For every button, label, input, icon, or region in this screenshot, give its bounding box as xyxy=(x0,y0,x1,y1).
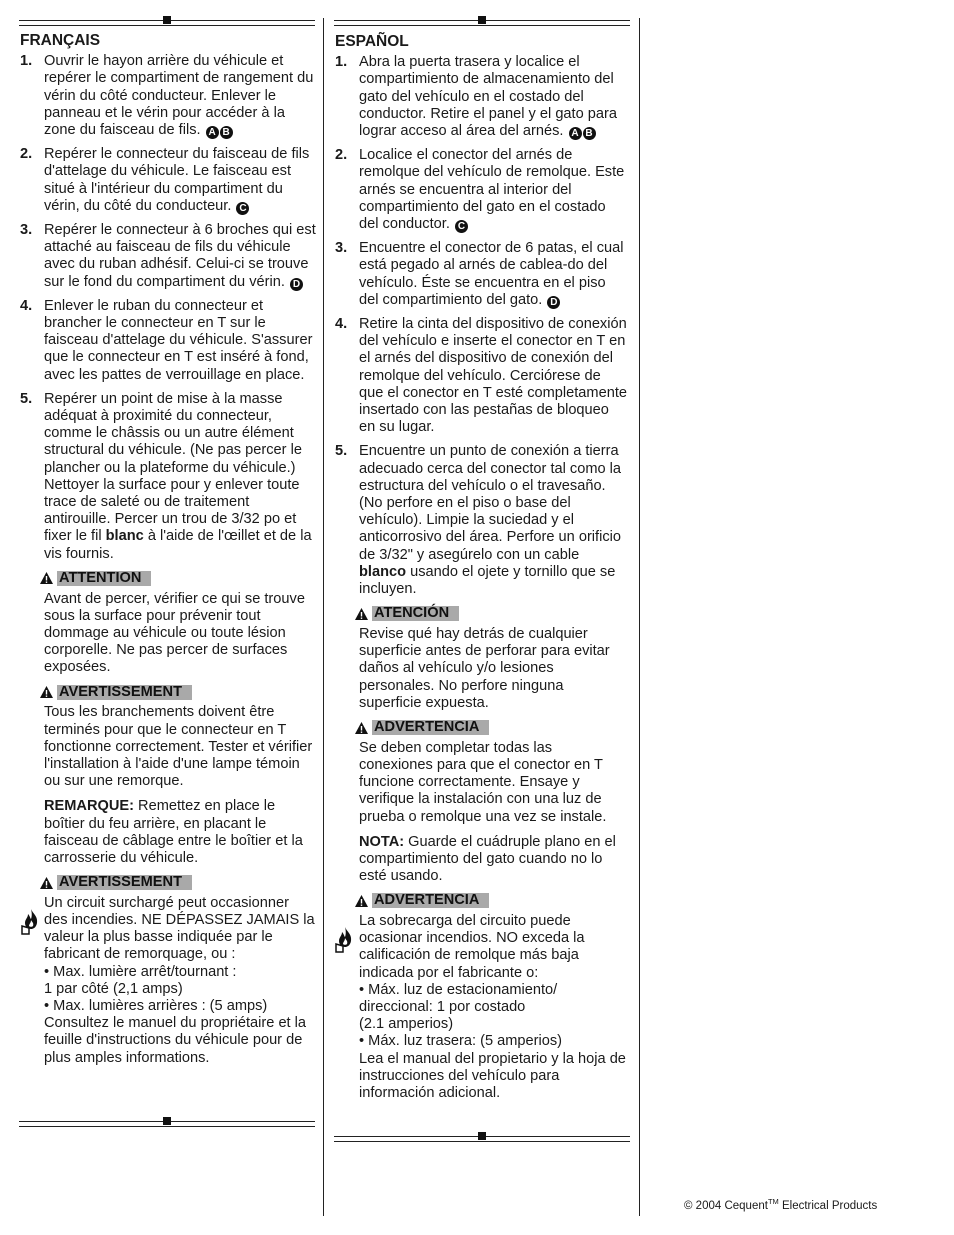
warning-triangle-icon xyxy=(39,571,54,585)
warning-triangle-icon xyxy=(354,721,369,735)
note-block: REMARQUE: Remettez en place le boîtier du feu arrière, en placant le faisceau de câblage entre le boîtier et la carrosserie du véhicule. xyxy=(44,798,303,866)
figure-ref: B xyxy=(583,127,596,140)
column-divider-left xyxy=(323,18,324,1216)
top-rule-es xyxy=(334,20,630,26)
section-heading: ESPAÑOL xyxy=(335,33,409,50)
step-item: 3. Repérer le connecteur à 6 broches qui est attaché au faisceau de fils du véhicule avec du ruban adhésif. Celui-ci se trouve sur le fond du compartiment du vérin. D xyxy=(20,222,316,290)
figure-ref: B xyxy=(220,126,233,139)
warning-triangle-icon xyxy=(354,894,369,908)
fire-warning-block: ADVERTENCIA La sobrecarga del circuito puede ocasionar incendios. NO exceda la calificación de remolque más baja indicada por el fabricante o: • Máx. luz de estacionamiento/ direccional: 1 por costado (2.1 amperios) • Máx. luz trasera: (5 amperios) Lea el manual del propietario y la hoja de instrucciones del vehículo para información adicional. xyxy=(359,893,627,1102)
step-item: 3. Encuentre el conector de 6 patas, el cual está pegado al arnés de cablea-do del vehículo. Éste se encuentra en el piso del compartimiento del gato. D xyxy=(335,240,624,308)
step-item: 5. Encuentre un punto de conexión a tierra adecuado cerca del conector tal como la estructura del vehículo o el travesaño. (No perfore en el piso o base del vehículo). Limpie la suciedad y el anticorrosivo del área. Perfore un orificio de 3/32" y asegúrelo con un cable blanco usando el ojete y tornillo que se incluyen. xyxy=(335,443,622,598)
step-item: 1. Ouvrir le hayon arrière du véhicule et repérer le compartiment de rangement du vérin du côté conducteur. Enlever le panneau et le vérin pour accéder à la zone du faisceau de fils. A B xyxy=(20,53,314,139)
column-french xyxy=(20,32,316,1074)
column-spanish xyxy=(335,33,627,1109)
figure-ref: C xyxy=(236,202,249,215)
note-block: NOTA: Guarde el cuádruple plano en el compartimiento del gato cuando no lo esté usando. xyxy=(359,833,616,885)
figure-ref: A xyxy=(206,126,219,139)
bottom-rule-es xyxy=(334,1136,630,1142)
fire-warning-block: AVERTISSEMENT Un circuit surchargé peut occasionner des incendies. NE DÉPASSEZ JAMAIS la valeur la plus basse indiquée par le fabricant de remorquage, ou : • Max. lumière arrêt/tournant : 1 par côté (2,1 amps) • Max. lumières arrières : (5 amps) Consultez le manuel du propriétaire et la feuille d'instructions du véhicule pour de plus amples informations. xyxy=(44,875,316,1067)
figure-ref: A xyxy=(569,127,582,140)
step-item: 5. Repérer un point de mise à la masse adéquat à proximité du connecteur, comme le châssis ou un autre élément structural du véhicule. (Ne pas percer le plancher ou la plateforme du véhicule.) Nettoyer la surface pour y enlever toute trace de saleté ou de traitement antirouille. Percer un trou de 3/32 po et fixer le fil blanc à l'aide de l'œillet et de la vis fournis. xyxy=(20,390,312,562)
warning-triangle-icon xyxy=(39,876,54,890)
step-item: 4. Retire la cinta del dispositivo de conexión del vehículo e inserte el conector en T en el arnés del dispositivo de conexión del remolque del vehículo. Cerciórese de que el conector en T esté completamente insertado con las pestañas de bloqueo en su lugar. xyxy=(335,316,627,436)
figure-ref: D xyxy=(290,278,303,291)
warning-triangle-icon xyxy=(39,685,54,699)
attention-block: ATTENTION Avant de percer, vérifier ce qui se trouve sous la surface pour prévenir tout dommage au véhicule ou toute lésion corporelle. Ne pas percer de surfaces exposées. xyxy=(44,571,316,677)
section-heading: FRANÇAIS xyxy=(20,32,101,49)
figure-ref: C xyxy=(455,220,468,233)
step-item: 2. Localice el conector del arnés de remolque del vehículo de remolque. Este arnés se encuentra al interior del compartimiento del gato en el costado del conductor. C xyxy=(335,147,625,233)
warning-block: ADVERTENCIA Se deben completar todas las conexiones para que el conector en T funcione correctamente. Ensaye y verifique la instalación con una luz de prueba o remolque una vez se instale. xyxy=(359,720,627,826)
step-item: 2. Repérer le connecteur du faisceau de fils d'attelage du véhicule. Le faisceau est situé à l'intérieur du compartiment du vérin, du côté du conducteur. C xyxy=(20,146,310,214)
column-divider-right xyxy=(639,18,640,1216)
top-rule-fr xyxy=(19,20,315,26)
warning-triangle-icon xyxy=(354,607,369,621)
figure-ref: D xyxy=(547,296,560,309)
attention-block: ATENCIÓN Revise qué hay detrás de cualquier superficie antes de perforar para evitar daños al vehículo y/o lesiones personales. No perfore ninguna superficie expuesta. xyxy=(359,606,627,712)
warning-block: AVERTISSEMENT Tous les branchements doivent être terminés pour que le connecteur en T fonctionne correctement. Tester et vérifier l'installation à l'aide d'une lampe témoin ou sur une remorque. xyxy=(44,685,316,791)
step-item: 1. Abra la puerta trasera y localice el compartimiento de almacenamiento del gato del vehículo en el costado del conductor. Retire el panel y el gato para lograr acceso al área del arnés. A B xyxy=(335,54,617,140)
step-item: 4. Enlever le ruban du connecteur et brancher le connecteur en T sur le faisceau d'attelage du véhicule. S'assurer que le connecteur en T est inséré à fond, avec les pattes de verrouillage en place. xyxy=(20,297,313,383)
copyright-footer: © 2004 Cequent™ Electrical Products xyxy=(684,1197,878,1212)
bottom-rule-fr xyxy=(19,1121,315,1127)
